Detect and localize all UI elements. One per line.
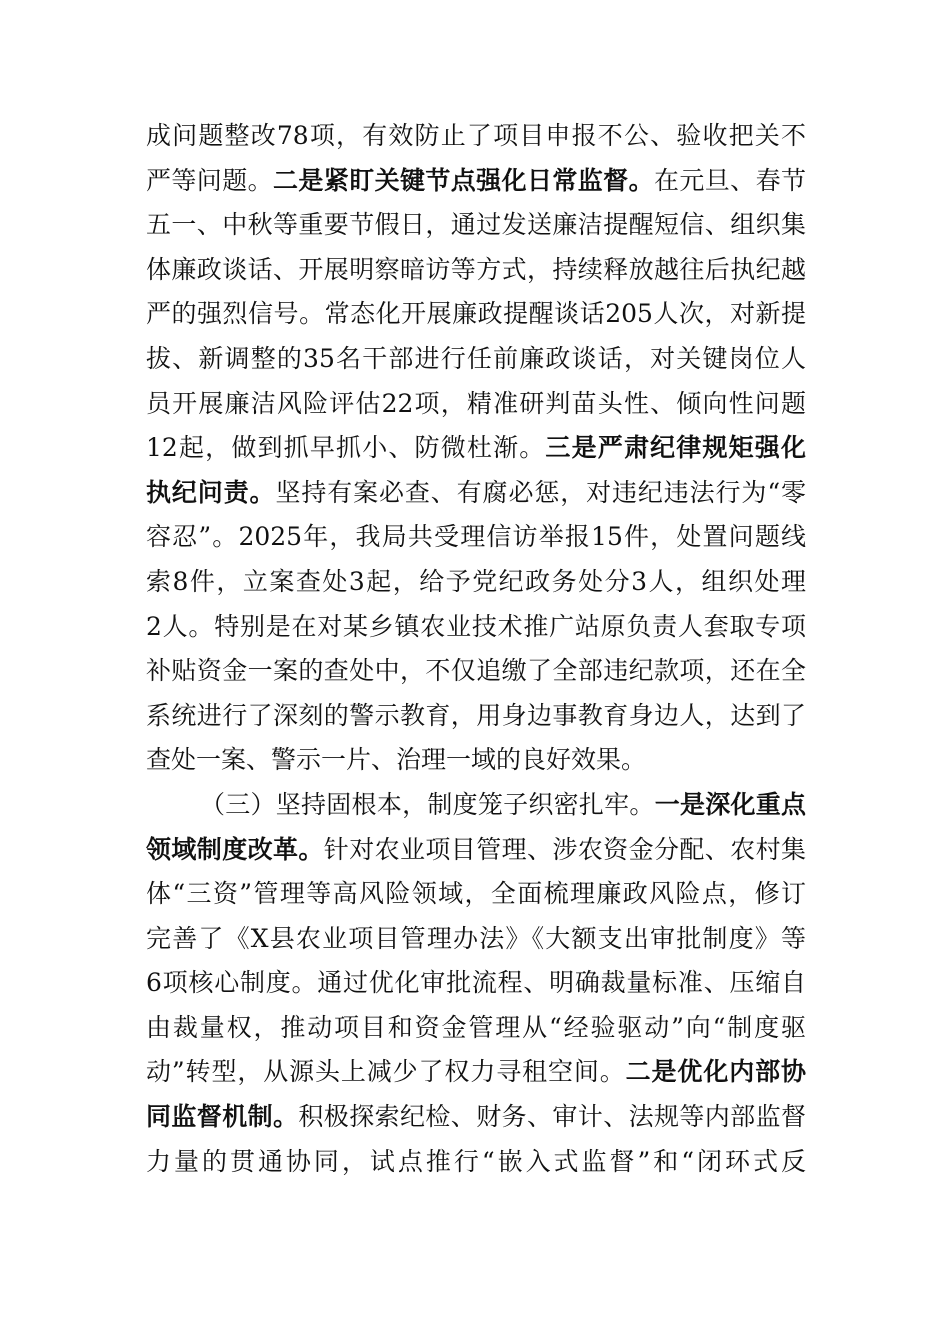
text-line [146, 560, 806, 605]
text-segment: 力量的贯通协同，试点推行“嵌入式监督”和“闭环式反 [146, 1146, 806, 1176]
text-line [146, 382, 806, 427]
text-segment: 系统进行了深刻的警示教育，用身边事教育身边人，达到了 [146, 700, 806, 730]
text-line [146, 1050, 806, 1095]
text-line [146, 471, 806, 516]
text-segment: 体“三资”管理等高风险领域，全面梳理廉政风险点，修订 [146, 879, 806, 909]
text-line [146, 114, 806, 159]
text-line [146, 203, 806, 248]
text-line [146, 1095, 806, 1140]
text-segment: 查处一案、警示一片、治理一域的良好效果。 [146, 745, 647, 775]
text-segment: 五一、中秋等重要节假日，通过发送廉洁提醒短信、组织集 [146, 210, 806, 240]
text-segment: 完善了《X县农业项目管理办法》《大额支出审批制度》等 [146, 923, 806, 953]
text-line [146, 738, 806, 783]
text-line [146, 337, 806, 382]
text-line [146, 872, 806, 917]
bold-text-segment: 二是优化内部协 [625, 1057, 806, 1087]
text-segment: 6项核心制度。通过优化审批流程、明确裁量标准、压缩自 [146, 968, 806, 998]
text-segment: 容忍”。2025年，我局共受理信访举报15件，处置问题线 [146, 522, 806, 552]
text-segment: 员开展廉洁风险评估22项，精准研判苗头性、倾向性问题 [146, 388, 806, 418]
text-segment: 补贴资金一案的查处中，不仅追缴了全部违纪款项，还在全 [146, 656, 806, 686]
text-segment: 严等问题。 [146, 165, 273, 195]
text-line [146, 917, 806, 962]
text-segment: 在元旦、春节 [653, 165, 806, 195]
text-line [146, 515, 806, 560]
text-segment: 拔、新调整的35名干部进行任前廉政谈话，对关键岗位人 [146, 343, 806, 373]
bold-text-segment: 二是紧盯关键节点强化日常监督。 [273, 165, 654, 195]
text-line [146, 159, 806, 204]
text-line [146, 248, 806, 293]
text-line [146, 694, 806, 739]
text-segment: 2人。特别是在对某乡镇农业技术推广站原负责人套取专项 [146, 611, 806, 641]
text-line [146, 828, 806, 873]
text-segment: 12起，做到抓早抓小、防微杜渐。 [146, 433, 546, 463]
text-line [146, 605, 806, 650]
text-segment: 针对农业项目管理、涉农资金分配、农村集 [323, 834, 806, 864]
bold-text-segment: 三是严肃纪律规矩强化 [545, 433, 806, 463]
text-segment: 严的强烈信号。常态化开展廉政提醒谈话205人次，对新提 [146, 299, 806, 329]
text-segment: 体廉政谈话、开展明察暗访等方式，持续释放越往后执纪越 [146, 254, 806, 284]
text-segment: 动”转型，从源头上减少了权力寻租空间。 [146, 1057, 626, 1087]
text-segment: 坚持有案必查、有腐必惩，对违纪违法行为“零 [275, 477, 806, 507]
bold-text-segment: 领域制度改革。 [146, 834, 324, 864]
bold-text-segment: 执纪问责。 [146, 477, 276, 507]
text-line [146, 292, 806, 337]
bold-text-segment: 一是深化重点 [654, 789, 806, 819]
text-line [146, 783, 806, 828]
text-segment: 由裁量权，推动项目和资金管理从“经验驱动”向“制度驱 [146, 1012, 806, 1042]
text-line [146, 426, 806, 471]
text-segment: 积极探索纪检、财务、审计、法规等内部监督 [298, 1102, 806, 1132]
text-line [146, 1006, 806, 1051]
text-line [146, 1140, 806, 1185]
bold-text-segment: 同监督机制。 [146, 1102, 299, 1132]
text-line [146, 649, 806, 694]
document-body [146, 114, 806, 1184]
text-segment: 索8件，立案查处3起，给予党纪政务处分3人，组织处理 [146, 566, 806, 596]
text-line [146, 961, 806, 1006]
text-segment: 成问题整改78项，有效防止了项目申报不公、验收把关不 [146, 121, 806, 150]
text-segment: （三）坚持固根本，制度笼子织密扎牢。 [200, 789, 655, 819]
